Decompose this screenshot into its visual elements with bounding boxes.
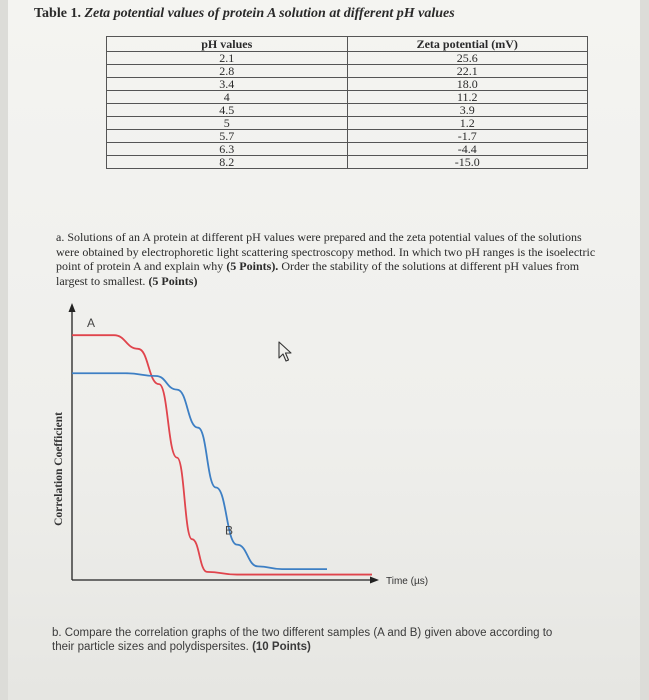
table-title-label: Table 1.	[34, 6, 81, 21]
table-row	[107, 156, 588, 169]
cell-ph: 2.1	[107, 52, 348, 65]
cell-zeta: 25.6	[347, 52, 588, 65]
table-row	[107, 91, 588, 104]
series-label-b: B	[225, 523, 234, 538]
table-row	[107, 130, 588, 143]
cell-zeta: 3.9	[347, 104, 588, 117]
cell-zeta: -1.7	[347, 130, 588, 143]
y-axis-arrow	[69, 303, 76, 312]
cell-zeta: -4.4	[347, 143, 588, 156]
question-b-points: (10 Points)	[252, 641, 311, 653]
table-row	[107, 78, 588, 91]
series-line-b	[72, 373, 327, 569]
y-axis-label: Correlation Coefficient	[53, 412, 65, 526]
cell-ph: 6.3	[107, 143, 348, 156]
zeta-table	[106, 36, 588, 169]
cell-zeta: -15.0	[347, 156, 588, 169]
correlation-chart	[8, 296, 640, 616]
question-a-text-2: Order the stability of the solutions at different pH values from largest to smallest.	[56, 259, 580, 288]
cell-ph: 4	[107, 91, 348, 104]
cell-ph: 5	[107, 117, 348, 130]
table-row	[107, 104, 588, 117]
question-a-points-2: (5 Points)	[148, 273, 198, 288]
cell-ph: 4.5	[107, 104, 348, 117]
table-title-text: Zeta potential values of protein A solution at different pH values	[84, 6, 455, 21]
document-page	[8, 0, 640, 700]
header-zeta: Zeta potential (mV)	[347, 37, 588, 52]
cell-ph: 2.8	[107, 65, 348, 78]
cell-zeta: 1.2	[347, 117, 588, 130]
question-b-text: b. Compare the correlation graphs of the two different samples (A and B) given above according to their particle sizes and polydispersites.	[52, 627, 553, 653]
cell-zeta: 18.0	[347, 78, 588, 91]
table-row	[107, 52, 588, 65]
series-line-a	[72, 335, 372, 574]
cell-zeta: 11.2	[347, 91, 588, 104]
cell-ph: 8.2	[107, 156, 348, 169]
question-a	[56, 230, 604, 288]
question-a-text: a. Solutions of an A protein at different pH values were prepared and the zeta potential values of the solutions were obtained by electrophoretic light scattering spectroscopy method. In which two pH ranges is the isoelectric point of protein A and explain why	[56, 230, 596, 273]
header-ph: pH values	[107, 37, 348, 52]
cell-ph: 3.4	[107, 78, 348, 91]
question-a-points-1: (5 Points).	[226, 259, 279, 273]
cell-zeta: 22.1	[347, 65, 588, 78]
series-layer	[72, 316, 372, 574]
question-b	[52, 626, 572, 654]
table-row	[107, 65, 588, 78]
table-title	[34, 6, 455, 22]
x-axis-arrow	[370, 577, 379, 584]
cell-ph: 5.7	[107, 130, 348, 143]
mouse-cursor-icon	[279, 342, 291, 361]
table-header-row	[107, 37, 588, 52]
table-row	[107, 143, 588, 156]
table-row	[107, 117, 588, 130]
series-label-a: A	[87, 316, 96, 331]
x-axis-label: Time (µs)	[386, 576, 429, 587]
